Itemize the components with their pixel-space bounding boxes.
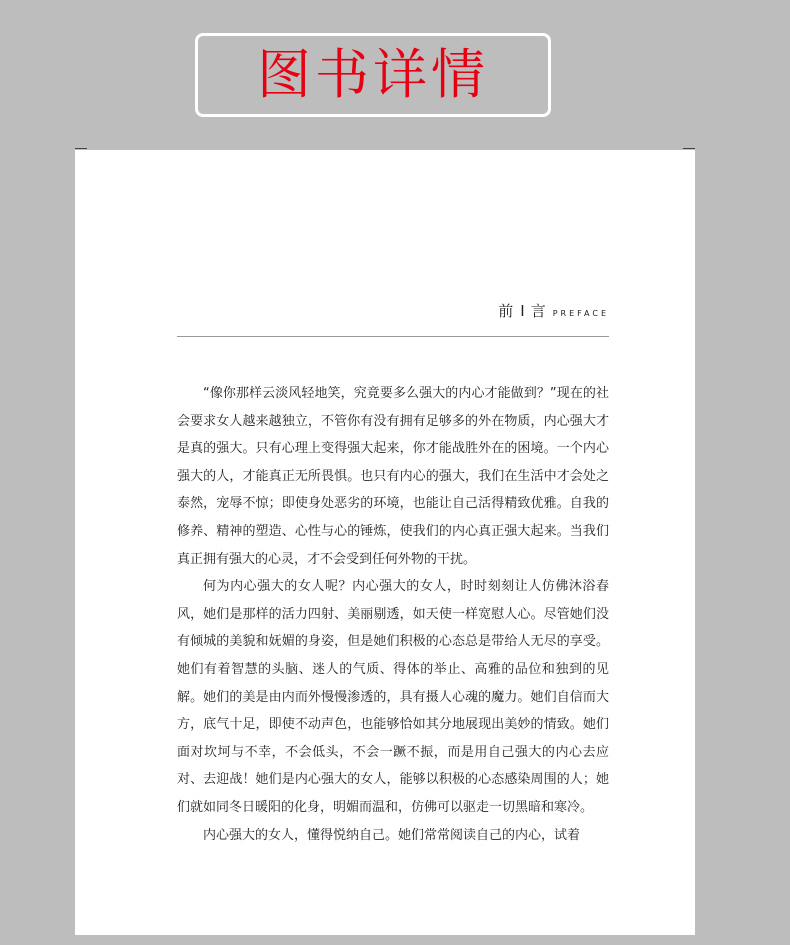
page-corner-mark-right — [683, 148, 695, 149]
page-corner-mark-left — [75, 148, 87, 149]
book-page — [75, 150, 695, 935]
header-subtitle: PREFACE — [552, 309, 609, 318]
header-rule — [177, 336, 609, 337]
header-title-char-1: 前 — [498, 302, 515, 320]
paragraph: “像你那样云淡风轻地笑，究竟要多么强大的内心才能做到？”现在的社会要求女人越来越独立，不管你有没有拥有足够多的外在物质，内心强大才是真的强大。只有心理上变得强大起来，你才能战胜外在的困境。一个内心强大的人，才能真正无所畏惧。也只有内心的强大，我们在生活中才会处之泰然，宠辱不惊；即使身处恶劣的环境，也能让自己活得精致优雅。自我的修养、精神的塑造、心性与心的锤炼，使我们的内心真正强大起来。当我们真正拥有强大的心灵，才不会受到任何外物的干扰。 — [177, 386, 609, 567]
book-details-banner — [195, 33, 551, 117]
banner-title: 图书详情 — [257, 43, 489, 106]
header-separator: I — [520, 302, 525, 320]
page-header — [177, 300, 609, 321]
preface-body — [177, 380, 609, 849]
paragraph: 内心强大的女人，懂得悦纳自己。她们常常阅读自己的内心，试着 — [203, 827, 581, 843]
header-title-char-2: 言 — [530, 302, 547, 320]
paragraph: 何为内心强大的女人呢？内心强大的女人，时时刻刻让人仿佛沐浴春风，她们是那样的活力四射、美丽剔透，如天使一样宽慰人心。尽管她们没有倾城的美貌和妩媚的身姿，但是她们积极的心态总是带给人无尽的享受。她们有着智慧的头脑、迷人的气质、得体的举止、高雅的品位和独到的见解。她们的美是由内而外慢慢渗透的，具有摄人心魂的魔力。她们自信而大方，底气十足，即使不动声色，也能够恰如其分地展现出美妙的情致。她们面对坎坷与不幸，不会低头，不会一蹶不振，而是用自己强大的内心去应对、去迎战！她们是内心强大的女人，能够以积极的心态感染周围的人；她们就如同冬日暖阳的化身，明媚而温和，仿佛可以驱走一切黑暗和寒冷。 — [177, 579, 609, 815]
